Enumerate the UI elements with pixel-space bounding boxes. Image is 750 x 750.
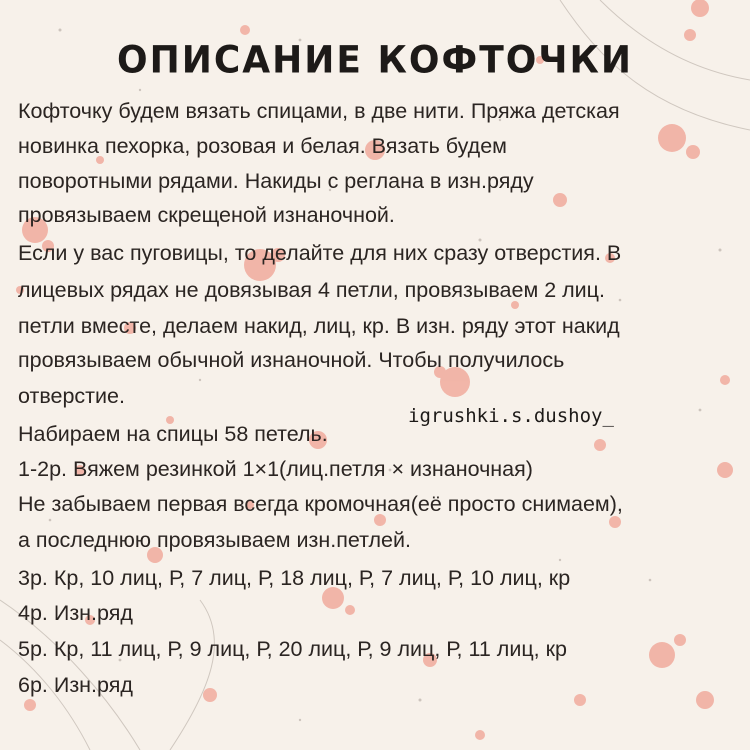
text-line: Не забываем первая всегда кромочная(её просто снимаем),	[18, 492, 623, 516]
text-line: Если у вас пуговицы, то делайте для них сразу отверстия. В	[18, 241, 622, 265]
text-line: провязываем обычной изнаночной. Чтобы получилось	[18, 348, 565, 372]
text-line: новинка пехорка, розовая и белая. Вязать будем	[18, 134, 507, 158]
text-line: 5р. Кр, 11 лиц, Р, 9 лиц, Р, 20 лиц, Р, 9 лиц, Р, 11 лиц, кр	[18, 637, 567, 661]
text-line: Набираем на спицы 58 петель.	[18, 422, 328, 446]
text-line: 3р. Кр, 10 лиц, Р, 7 лиц, Р, 18 лиц, Р, 7 лиц, Р, 10 лиц, кр	[18, 566, 571, 590]
text-line: провязываем скрещеной изнаночной.	[18, 203, 395, 227]
text-line: поворотными рядами. Накиды с реглана в изн.ряду	[18, 169, 534, 193]
text-line: а последнюю провязываем изн.петлей.	[18, 528, 411, 552]
text-line: отверстие.	[18, 384, 125, 408]
text-line: 1-2р. Вяжем резинкой 1×1(лиц.петля × изнаночная)	[18, 457, 533, 481]
page-title: ОПИСАНИЕ КОФТОЧКИ	[116, 38, 634, 83]
text-line: Кофточку будем вязать спицами, в две нити. Пряжа детская	[18, 99, 620, 123]
author-watermark: igrushki.s.dushoy_	[408, 405, 614, 427]
text-line: 6р. Изн.ряд	[18, 673, 133, 697]
text-line: лицевых рядах не довязывая 4 петли, провязываем 2 лиц.	[18, 278, 605, 302]
text-line: петли вместе, делаем накид, лиц, кр. В изн. ряду этот накид	[18, 314, 620, 338]
text-line: 4р. Изн.ряд	[18, 601, 133, 625]
